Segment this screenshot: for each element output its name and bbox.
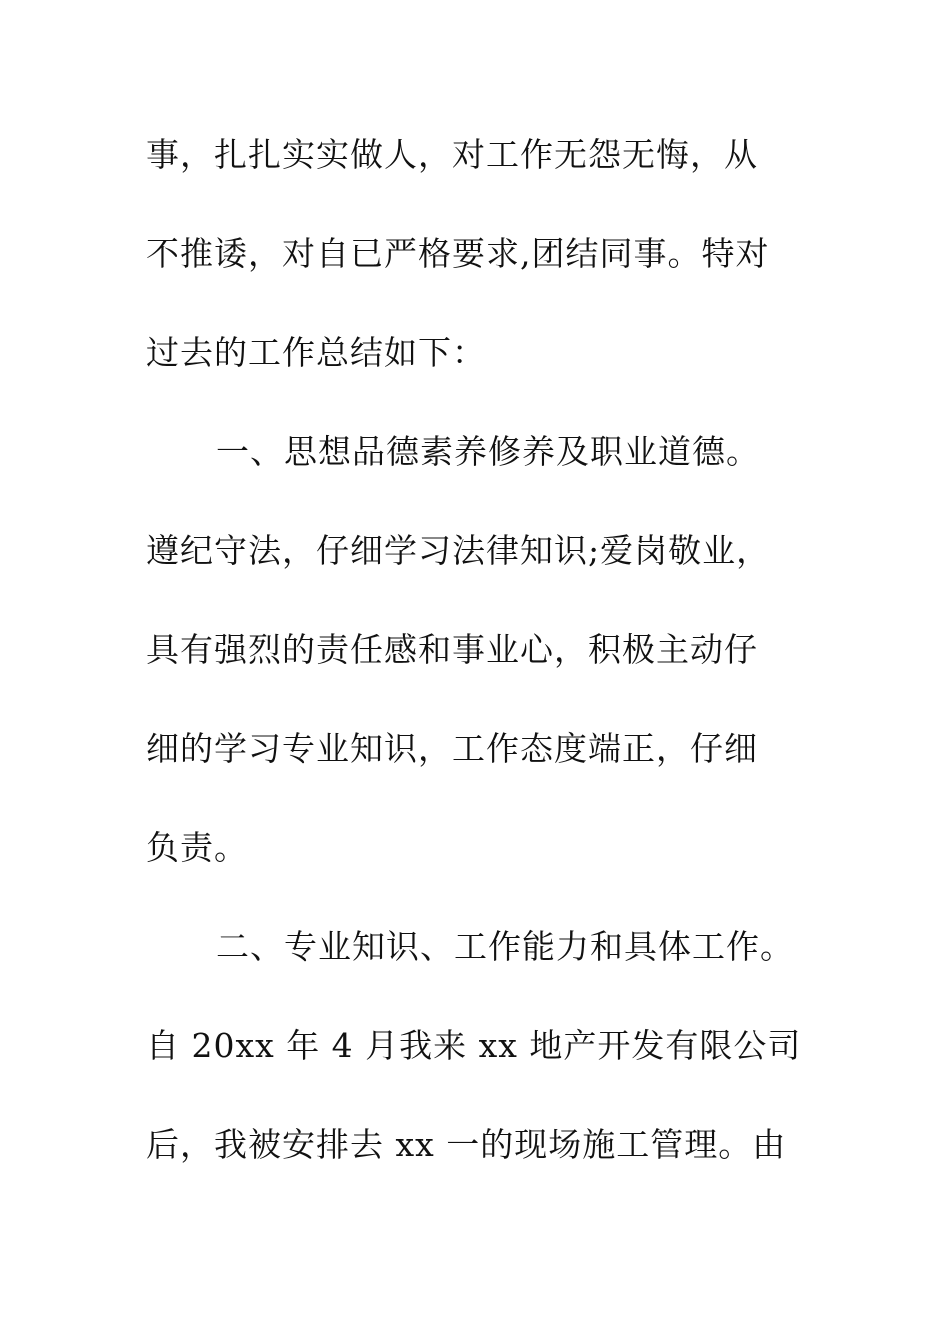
text-line-6: 具有强烈的责任感和事业心，积极主动仔: [146, 630, 758, 669]
text-line-7: 细的学习专业知识，工作态度端正，仔细: [146, 729, 758, 768]
section-heading-2: 二、专业知识、工作能力和具体工作。: [216, 927, 794, 966]
text-line-2: 不推诿，对自已严格要求,团结同事。特对: [146, 234, 770, 273]
text-line-5: 遵纪守法，仔细学习法律知识;爱岗敬业，: [146, 531, 771, 570]
text-line-3: 过去的工作总结如下：: [146, 333, 486, 372]
text-line-11: 后，我被安排去 xx 一的现场施工管理。由: [146, 1125, 787, 1164]
text-line-10: 自 20xx 年 4 月我来 xx 地产开发有限公司: [146, 1026, 802, 1065]
text-line-8: 负责。: [146, 828, 248, 867]
section-heading-1: 一、思想品德素养修养及职业道德。: [216, 432, 760, 471]
text-line-1: 事，扎扎实实做人，对工作无怨无悔，从: [146, 135, 758, 174]
